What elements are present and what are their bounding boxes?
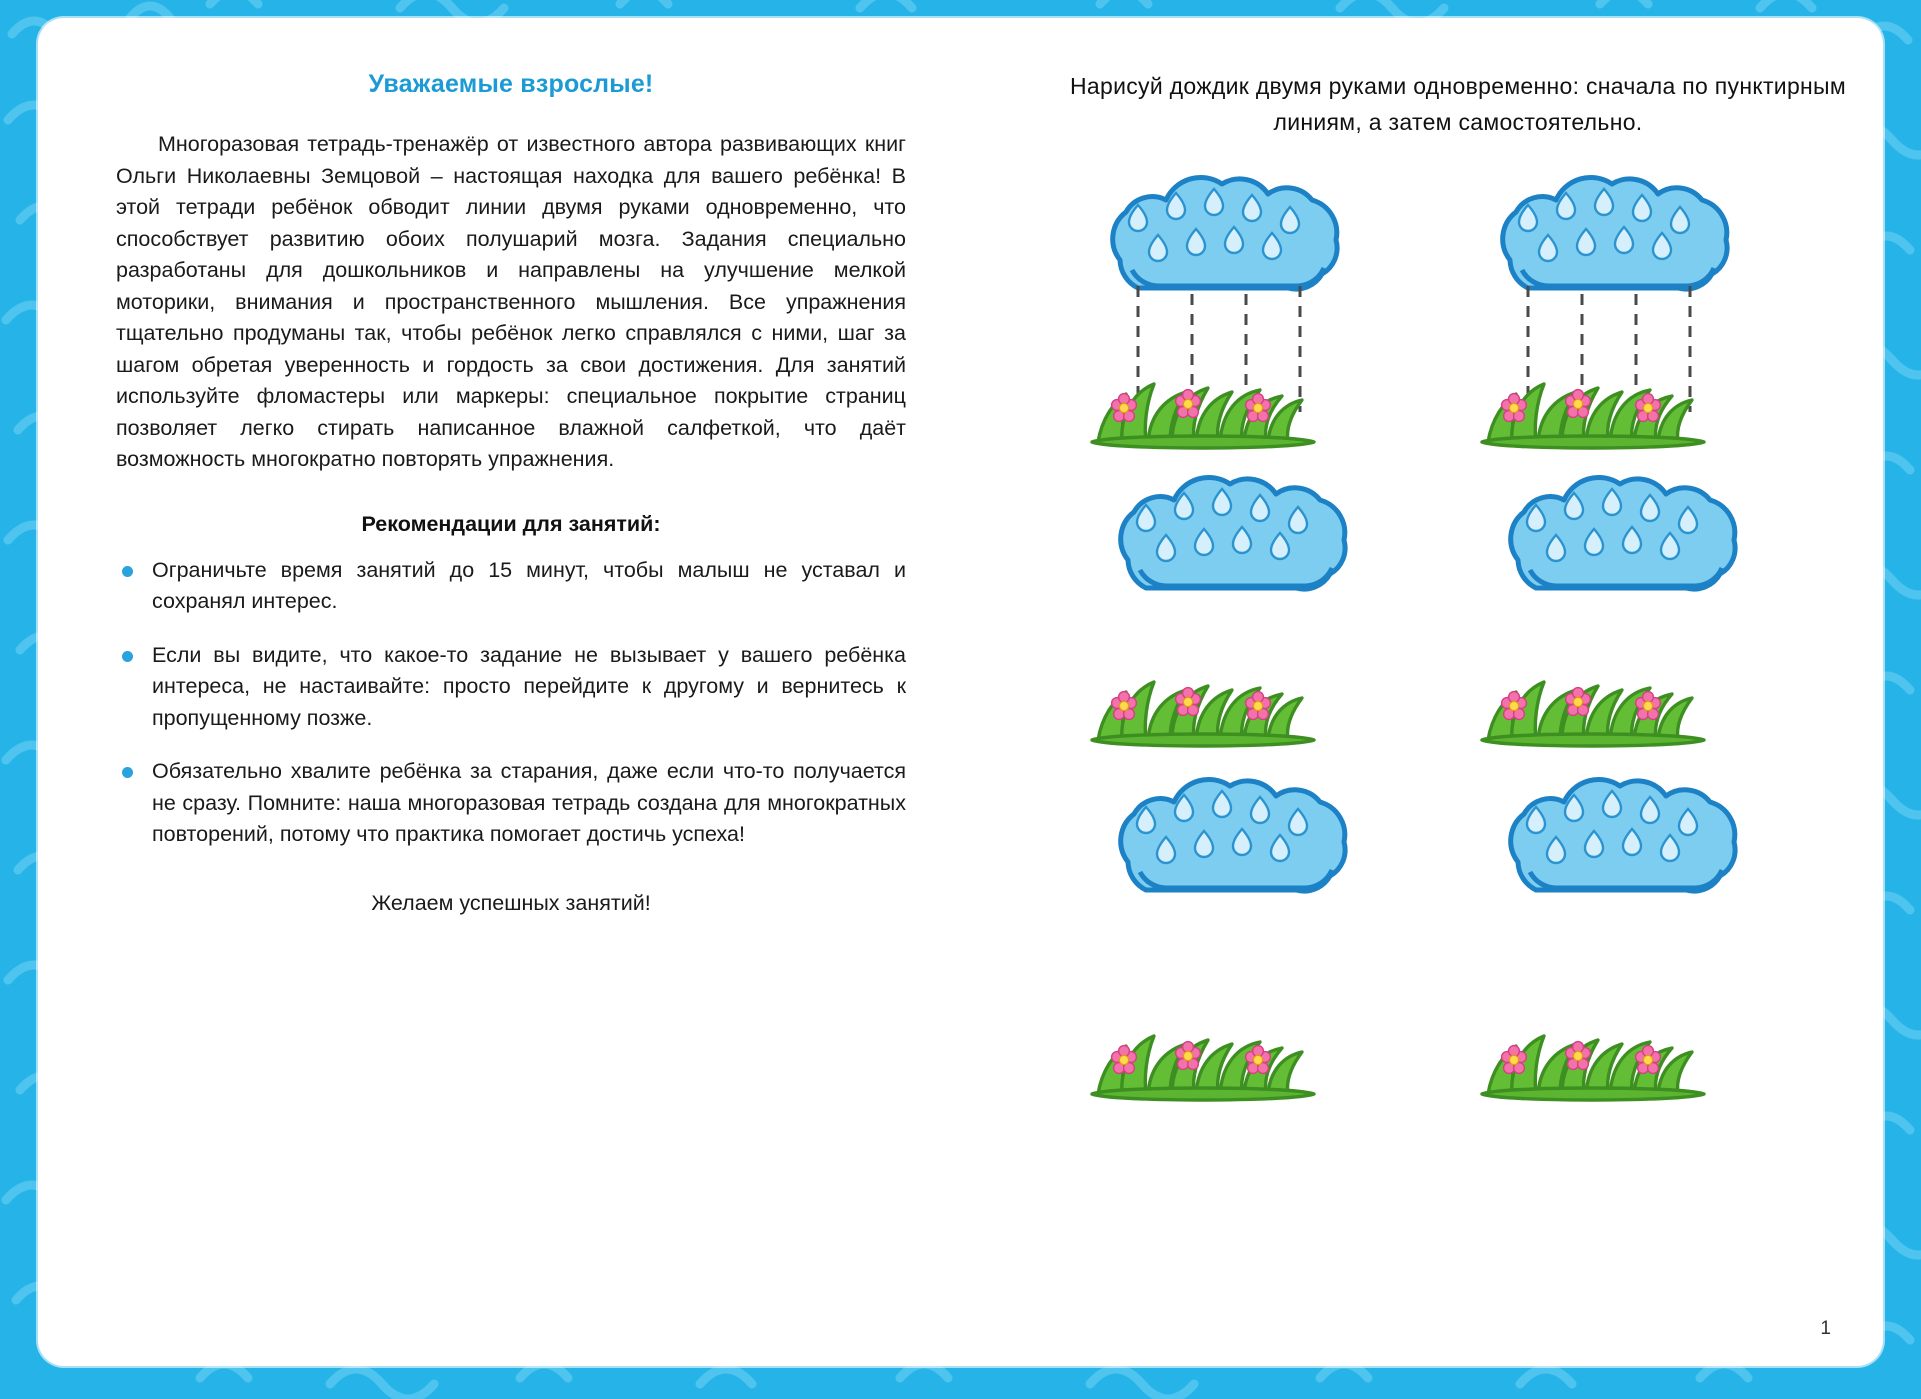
exercise-item-2-cloud	[1503, 177, 1727, 289]
task-instruction: Нарисуй дождик двумя руками одновременно: сначала по пунктирным линиям, а затем самостоятельно.	[1070, 73, 1846, 135]
page-sheet	[38, 18, 1883, 1366]
exercise-item-7-cloud	[1121, 779, 1345, 891]
exercise-item-5-grass	[1092, 682, 1314, 746]
list-item	[116, 756, 906, 851]
tip-text: Ограничьте время занятий до 15 минут, чтобы малыш не уставал и сохранял интерес.	[152, 557, 906, 613]
bullet-icon	[122, 566, 133, 577]
closing-line: Желаем успешных занятий!	[371, 890, 651, 915]
parents-note-column	[116, 70, 906, 916]
tip-text: Если вы видите, что какое-то задание не вызывает у вашего ребёнка интереса, не настаивайте: просто перейдите к другому и вернитесь к пропущенному позже.	[152, 642, 906, 730]
recommendations-heading: Рекомендации для занятий:	[361, 511, 661, 536]
exercise-area	[1068, 174, 1848, 1304]
exercise-item-8-cloud	[1511, 779, 1735, 891]
intro-paragraph: Многоразовая тетрадь-тренажёр от известного автора развивающих книг Ольги Николаевны Земцовой – настоящая находка для вашего ребёнка! В этой тетради ребёнок обводит линии двумя руками одновременно, что способствует развитию обоих полушарий мозга. Задания специально разработаны для дошкольников и направлены на улучшение мелкой моторики, внимания и пространственного мышления. Все упражнения тщательно продуманы так, чтобы ребёнок легко справлялся с ними, шаг за шагом обретая уверенность и гордость за свои достижения. Для занятий используйте фломастеры или маркеры: специальное покрытие страниц позволяет легко стирать написанное влажной салфеткой, что даёт возможность многократно повторять упражнения.	[116, 132, 906, 471]
exercise-item-2-dashed-lines	[1528, 286, 1690, 412]
tip-text: Обязательно хвалите ребёнка за старания, даже если что-то получается не сразу. Помните: наша многоразовая тетрадь создана для многократных повторений, потому что практика помогает достичь успеха!	[152, 759, 906, 846]
rain-exercise-illustration	[1068, 174, 1848, 1304]
list-item	[116, 640, 906, 735]
exercise-item-1-grass	[1092, 384, 1314, 448]
exercise-item-10-grass	[1482, 1036, 1704, 1100]
list-item	[116, 555, 906, 618]
bullet-icon	[122, 651, 133, 662]
exercise-item-4-cloud	[1511, 477, 1735, 589]
exercise-item-1-dashed-lines	[1138, 286, 1300, 412]
exercise-item-3-cloud	[1121, 477, 1345, 589]
exercise-item-2-grass	[1482, 384, 1704, 448]
page-title: Уважаемые взрослые!	[368, 70, 654, 98]
exercise-item-1-cloud	[1113, 177, 1337, 289]
exercise-item-6-grass	[1482, 682, 1704, 746]
exercise-column	[1068, 68, 1848, 1304]
page-number: 1	[1820, 1318, 1831, 1339]
exercise-item-9-grass	[1092, 1036, 1314, 1100]
bullet-icon	[122, 767, 133, 778]
recommendations-list	[116, 555, 906, 851]
